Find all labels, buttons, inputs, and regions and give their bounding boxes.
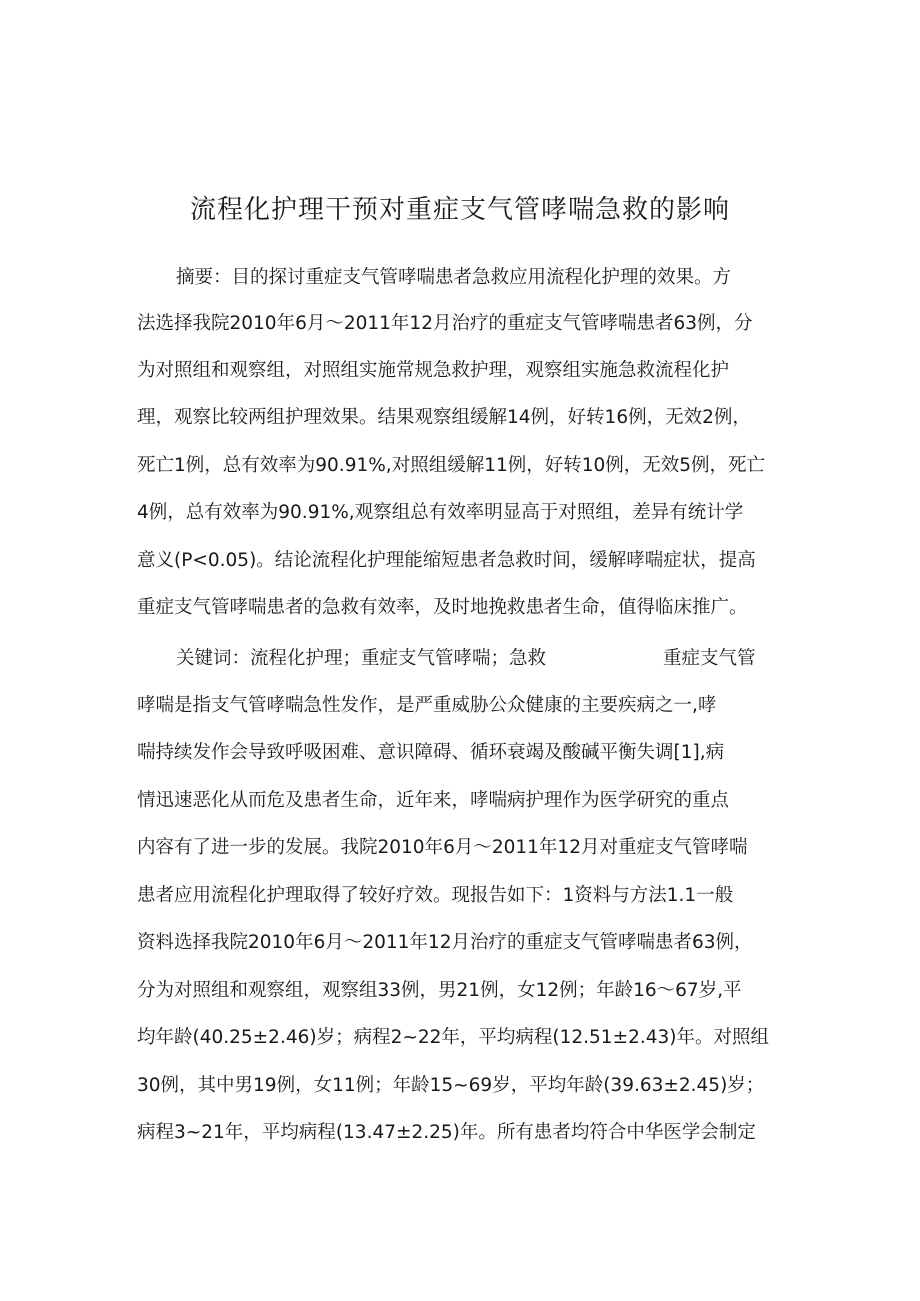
body-line-9: 30例，其中男19例，女11例；年龄15~69岁，平均年龄(39.63±2.45)岁； [137, 1075, 765, 1096]
abstract-line-5: 死亡1例，总有效率为90.91%,对照组缓解11例，好转10例，无效5例，死亡 [137, 455, 766, 476]
body-line-8: 均年龄(40.25±2.46)岁；病程2~22年，平均病程(12.51±2.43)年。对照组 [137, 1027, 769, 1048]
abstract-line-8: 重症支气管哮喘患者的急救有效率，及时地挽救患者生命，值得临床推广。 [137, 597, 748, 618]
body-start-text: 重症支气管 [663, 648, 756, 669]
abstract-line-2: 法选择我院2010年6月～2011年12月治疗的重症支气管哮喘患者63例，分 [137, 313, 753, 334]
abstract-line-7: 意义(P<0.05)。结论流程化护理能缩短患者急救时间，缓解哮喘症状，提高 [137, 550, 756, 571]
abstract-line-3: 为对照组和观察组，对照组实施常规急救护理，观察组实施急救流程化护 [137, 360, 730, 381]
abstract-line-4: 理，观察比较两组护理效果。结果观察组缓解14例，好转16例，无效2例， [137, 407, 751, 428]
body-line-5: 患者应用流程化护理取得了较好疗效。现报告如下：1资料与方法1.1一般 [137, 885, 734, 906]
body-line-10: 病程3~21年，平均病程(13.47±2.25)年。所有患者均符合中华医学会制定 [137, 1122, 756, 1143]
abstract-line-1: 摘要：目的探讨重症支气管哮喘患者急救应用流程化护理的效果。方 [176, 267, 732, 288]
body-line-3: 情迅速恶化从而危及患者生命，近年来，哮喘病护理作为医学研究的重点 [137, 790, 730, 811]
body-line-1: 哮喘是指支气管哮喘急性发作，是严重威胁公众健康的主要疾病之一,哮 [137, 695, 717, 716]
body-line-2: 喘持续发作会导致呼吸困难、意识障碍、循环衰竭及酸碱平衡失调[1],病 [137, 742, 725, 763]
body-line-6: 资料选择我院2010年6月～2011年12月治疗的重症支气管哮喘患者63例， [137, 932, 753, 953]
body-line-4: 内容有了进一步的发展。我院2010年6月～2011年12月对重症支气管哮喘 [137, 837, 748, 858]
keywords-line: 关键词：流程化护理；重症支气管哮喘；急救 [176, 648, 547, 669]
document-title: 流程化护理干预对重症支气管哮喘急救的影响 [189, 195, 730, 225]
body-line-7: 分为对照组和观察组，观察组33例，男21例，女12例；年龄16～67岁,平 [137, 980, 742, 1001]
abstract-line-6: 4例，总有效率为90.91%,观察组总有效率明显高于对照组，差异有统计学 [137, 502, 744, 523]
